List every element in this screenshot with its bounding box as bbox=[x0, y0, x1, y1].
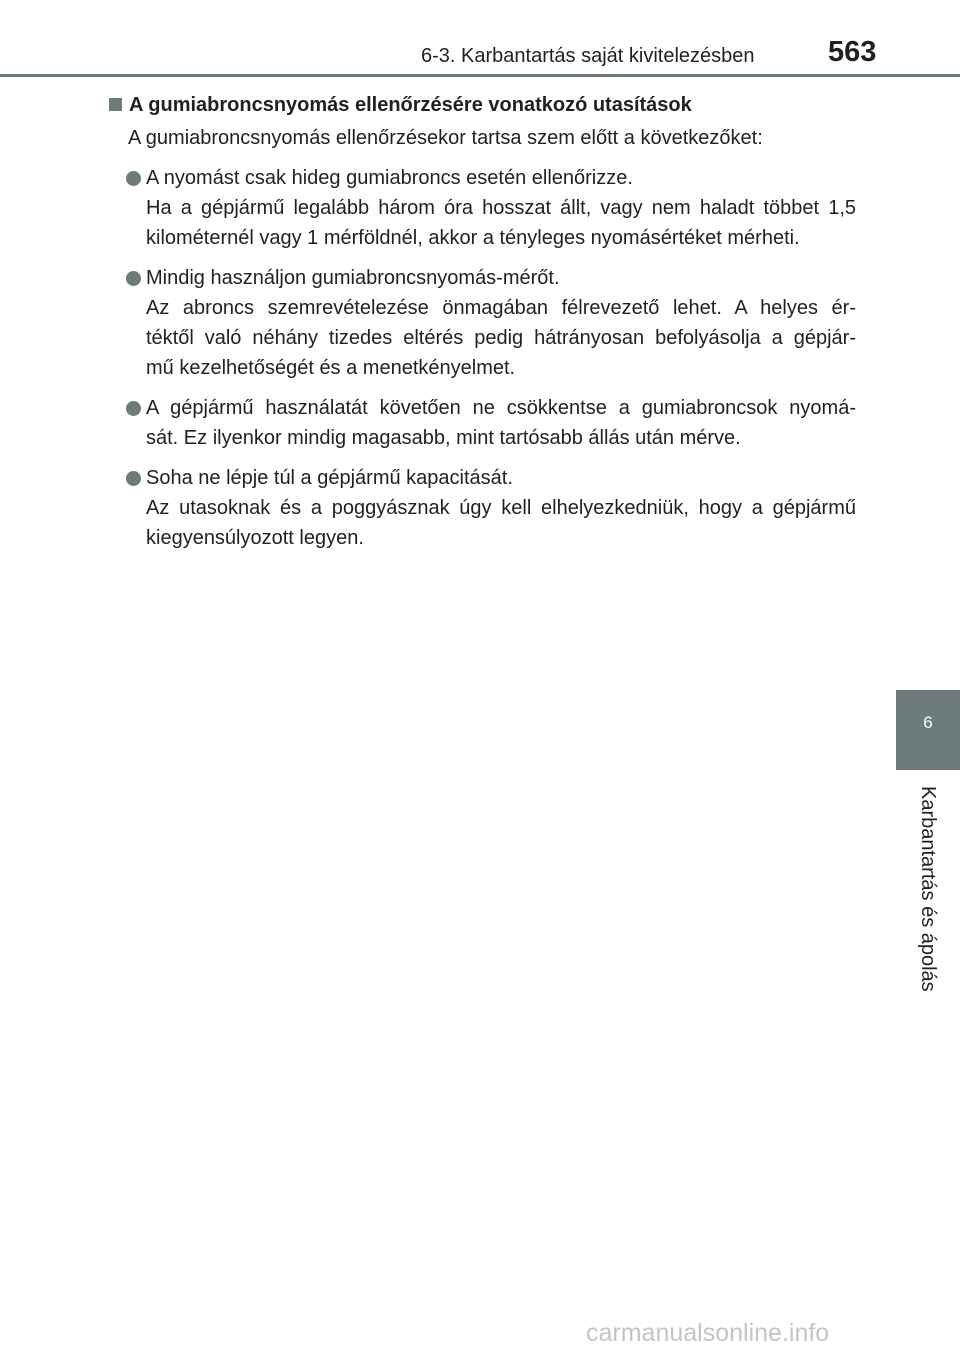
header-divider bbox=[0, 74, 960, 77]
list-item-line: Az utasoknak és a poggyásznak úgy kell elhelyezkedniük, hogy a gépjármű bbox=[146, 497, 856, 519]
list-item-line: mű kezelhetőségét és a menetkényelmet. bbox=[146, 357, 516, 379]
list-item-line: kilométernél vagy 1 mérföldnél, akkor a tényleges nyomásértéket mérheti. bbox=[146, 227, 800, 249]
list-item-title: Soha ne lépje túl a gépjármű kapacitását. bbox=[146, 467, 513, 489]
chapter-tab[interactable] bbox=[896, 690, 960, 770]
chapter-number: 6 bbox=[923, 713, 933, 732]
bullet-dot-icon bbox=[126, 471, 141, 486]
list-item bbox=[108, 463, 856, 553]
section-title: 6-3. Karbantartás saját kivitelezésben bbox=[421, 45, 755, 67]
page-content bbox=[108, 90, 856, 563]
list-item-line: Az abroncs szemrevételezése önmagában félrevezető lehet. A helyes ér- bbox=[146, 297, 856, 319]
list-item bbox=[108, 263, 856, 383]
list-item bbox=[108, 393, 856, 453]
section-heading bbox=[108, 90, 856, 120]
watermark: carmanualsonline.info bbox=[586, 1319, 830, 1347]
intro-paragraph: A gumiabroncsnyomás ellenőrzésekor tartsa szem előtt a következőket: bbox=[128, 127, 763, 149]
chapter-title: Karbantartás és ápolás bbox=[917, 786, 939, 992]
list-item-line: Ha a gépjármű legalább három óra hosszat állt, vagy nem haladt többet 1,5 bbox=[146, 197, 856, 219]
list-item-title: Mindig használjon gumiabroncsnyomás-mérőt. bbox=[146, 267, 560, 289]
bullet-dot-icon bbox=[126, 271, 141, 286]
section-heading-text: A gumiabroncsnyomás ellenőrzésére vonatkozó utasítások bbox=[129, 94, 692, 116]
list-item-line: téktől való néhány tizedes eltérés pedig hátrányosan befolyásolja a gépjár- bbox=[146, 327, 856, 349]
bullet-dot-icon bbox=[126, 401, 141, 416]
list-item bbox=[108, 163, 856, 253]
page-number: 563 bbox=[828, 36, 877, 68]
bullet-dot-icon bbox=[126, 171, 141, 186]
list-item-title: A gépjármű használatát követően ne csökkentse a gumiabroncsok nyomá- bbox=[146, 397, 856, 419]
square-icon bbox=[109, 98, 122, 111]
list-item-line: sát. Ez ilyenkor mindig magasabb, mint tartósabb állás után mérve. bbox=[146, 427, 741, 449]
list-item-line: kiegyensúlyozott legyen. bbox=[146, 527, 364, 549]
list-item-title: A nyomást csak hideg gumiabroncs esetén ellenőrizze. bbox=[146, 167, 633, 189]
